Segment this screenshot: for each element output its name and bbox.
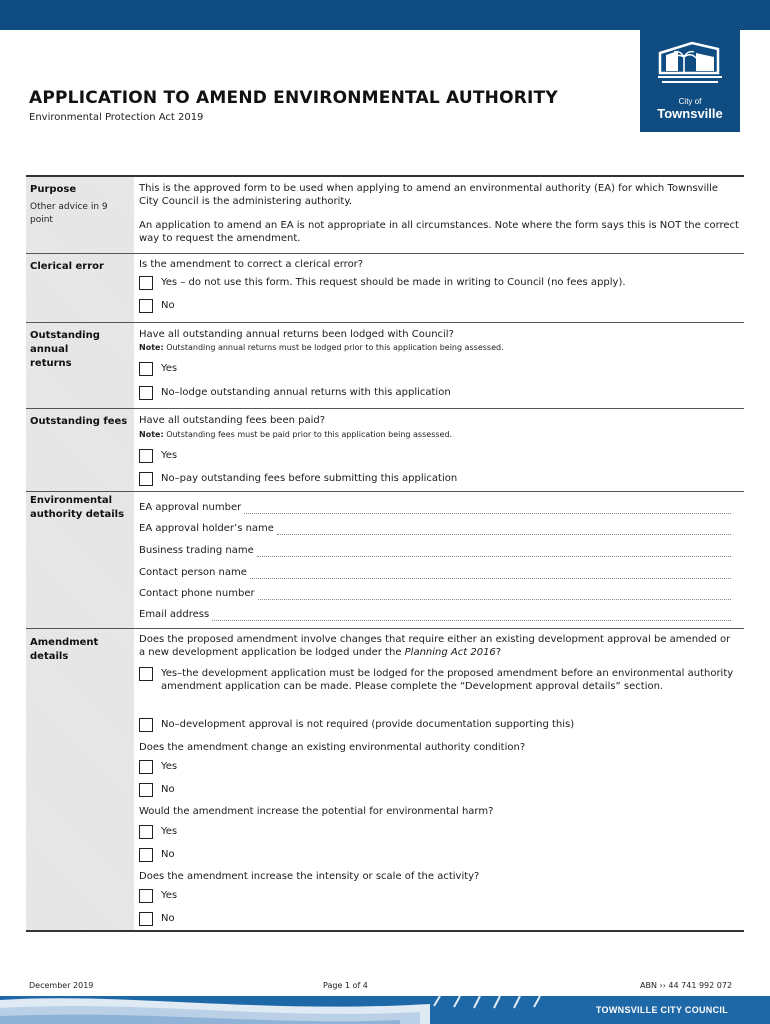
option-label: Yes xyxy=(161,450,178,461)
checkbox[interactable] xyxy=(139,386,153,400)
townsville-logo xyxy=(640,29,740,132)
field-input-line[interactable] xyxy=(258,589,731,600)
ea-details-label: Environmental authority details xyxy=(30,495,125,520)
bottom-banner xyxy=(0,996,770,1024)
field-input-line[interactable] xyxy=(244,503,731,514)
amendment-q3-option-no[interactable] xyxy=(139,848,741,862)
returns-option-no[interactable] xyxy=(139,386,741,400)
checkbox[interactable] xyxy=(139,276,153,290)
business-trading-name-field[interactable] xyxy=(139,543,731,557)
note-text: Outstanding annual returns must be lodged prior to this application being assessed. xyxy=(166,343,504,352)
checkbox[interactable] xyxy=(139,362,153,376)
ea-approval-number-field[interactable] xyxy=(139,500,731,514)
checkbox[interactable] xyxy=(139,472,153,486)
option-label: No–lodge outstanding annual returns with this application xyxy=(161,387,451,398)
amendment-q4-option-no[interactable] xyxy=(139,912,741,926)
checkbox[interactable] xyxy=(139,667,153,681)
amendment-q4-option-yes[interactable] xyxy=(139,889,741,903)
note-text: Outstanding fees must be paid prior to this application being assessed. xyxy=(166,430,453,439)
label-column xyxy=(26,176,134,931)
contact-phone-number-field[interactable] xyxy=(139,586,731,600)
amendment-q2-option-no[interactable] xyxy=(139,783,741,797)
outstanding-fees-label: Outstanding fees xyxy=(30,416,128,427)
amendment-q3-option-yes[interactable] xyxy=(139,825,741,839)
amendment-question-1 xyxy=(139,633,739,659)
section-divider xyxy=(26,322,744,323)
option-label: Yes – do not use this form. This request should be made in writing to Council (no fees apply). xyxy=(161,277,626,288)
clerical-option-no[interactable] xyxy=(139,299,741,313)
field-label: Contact phone number xyxy=(139,588,255,599)
amendment-question-2: Does the amendment change an existing environmental authority condition? xyxy=(139,742,526,753)
question-text: Does the proposed amendment involve changes that require either an existing development approval be amended or a new development application be lodged under the xyxy=(139,634,731,658)
option-label: Yes–the development application must be lodged for the proposed amendment before an environmental authority amendment application can be made. Please complete the “Development approval details” section. xyxy=(161,668,734,692)
section-divider xyxy=(26,408,744,409)
returns-question: Have all outstanding annual returns been lodged with Council? xyxy=(139,329,454,340)
field-input-line[interactable] xyxy=(277,524,731,535)
clerical-option-yes[interactable] xyxy=(139,276,741,290)
option-label: No xyxy=(161,849,175,860)
option-label: No–development approval is not required (provide documentation supporting this) xyxy=(161,719,575,730)
returns-option-yes[interactable] xyxy=(139,362,741,376)
amendment-q1-option-yes[interactable] xyxy=(139,667,741,707)
note-label: Note: xyxy=(139,343,164,352)
footer-date: December 2019 xyxy=(29,981,94,990)
returns-note xyxy=(139,343,739,352)
checkbox[interactable] xyxy=(139,848,153,862)
option-label: No xyxy=(161,913,175,924)
purpose-text-2: An application to amend an EA is not appropriate in all circumstances. Note where the form says this is NOT the correct way to request the amendment. xyxy=(139,220,739,244)
option-label: Yes xyxy=(161,826,178,837)
top-banner xyxy=(0,0,770,30)
contact-person-name-field[interactable] xyxy=(139,565,731,579)
purpose-label: Purpose xyxy=(30,184,77,195)
checkbox[interactable] xyxy=(139,718,153,732)
clerical-error-label: Clerical error xyxy=(30,261,104,272)
option-label: Yes xyxy=(161,890,178,901)
amendment-details-label: Amendment details xyxy=(30,637,99,662)
logo-city-text: City of xyxy=(678,97,702,106)
amendment-question-4: Does the amendment increase the intensity or scale of the activity? xyxy=(139,871,480,882)
field-label: EA approval holder’s name xyxy=(139,523,274,534)
field-label: Contact person name xyxy=(139,567,247,578)
checkbox[interactable] xyxy=(139,889,153,903)
fees-question: Have all outstanding fees been paid? xyxy=(139,415,326,426)
option-label: No xyxy=(161,784,175,795)
email-address-field[interactable] xyxy=(139,607,731,621)
checkbox[interactable] xyxy=(139,783,153,797)
field-input-line[interactable] xyxy=(257,546,731,557)
fees-option-no[interactable] xyxy=(139,472,741,486)
option-label: Yes xyxy=(161,363,178,374)
checkbox[interactable] xyxy=(139,825,153,839)
amendment-q2-option-yes[interactable] xyxy=(139,760,741,774)
checkbox[interactable] xyxy=(139,299,153,313)
option-label: No–pay outstanding fees before submitting this application xyxy=(161,473,458,484)
option-label: Yes xyxy=(161,761,178,772)
page-title: APPLICATION TO AMEND ENVIRONMENTAL AUTHORITY xyxy=(29,88,558,108)
purpose-text-1: This is the approved form to be used when applying to amend an environmental authority (EA) for which Townsville City Council is the administering authority. xyxy=(139,183,719,207)
amendment-q1-option-no[interactable] xyxy=(139,718,741,732)
checkbox[interactable] xyxy=(139,760,153,774)
amendment-question-3: Would the amendment increase the potential for environmental harm? xyxy=(139,806,494,817)
section-divider xyxy=(26,930,744,932)
section-divider xyxy=(26,491,744,492)
annual-returns-label: Outstanding annual returns xyxy=(30,330,100,369)
fees-option-yes[interactable] xyxy=(139,449,741,463)
footer-abn: ABN ›› 44 741 992 072 xyxy=(640,981,733,990)
field-label: Email address xyxy=(139,609,210,620)
section-divider xyxy=(26,175,744,177)
field-label: Business trading name xyxy=(139,545,254,556)
section-divider xyxy=(26,253,744,254)
checkbox[interactable] xyxy=(139,449,153,463)
purpose-label-note: Other advice in 9 point xyxy=(30,202,108,225)
checkbox[interactable] xyxy=(139,912,153,926)
ea-holder-name-field[interactable] xyxy=(139,521,731,535)
field-input-line[interactable] xyxy=(250,568,731,579)
section-divider xyxy=(26,628,744,629)
footer-page-number: Page 1 of 4 xyxy=(323,981,368,990)
planning-act-title: Planning Act 2016 xyxy=(404,647,496,658)
question-mark: ? xyxy=(495,647,502,658)
field-label: EA approval number xyxy=(139,502,242,513)
logo-townsville-text: Townsville xyxy=(657,106,723,121)
clerical-question: Is the amendment to correct a clerical error? xyxy=(139,259,364,270)
council-name: TOWNSVILLE CITY COUNCIL xyxy=(595,1005,728,1015)
fees-note xyxy=(139,430,739,439)
option-label: No xyxy=(161,300,175,311)
page-subtitle: Environmental Protection Act 2019 xyxy=(29,112,204,123)
field-input-line[interactable] xyxy=(212,610,731,621)
note-label: Note: xyxy=(139,430,164,439)
